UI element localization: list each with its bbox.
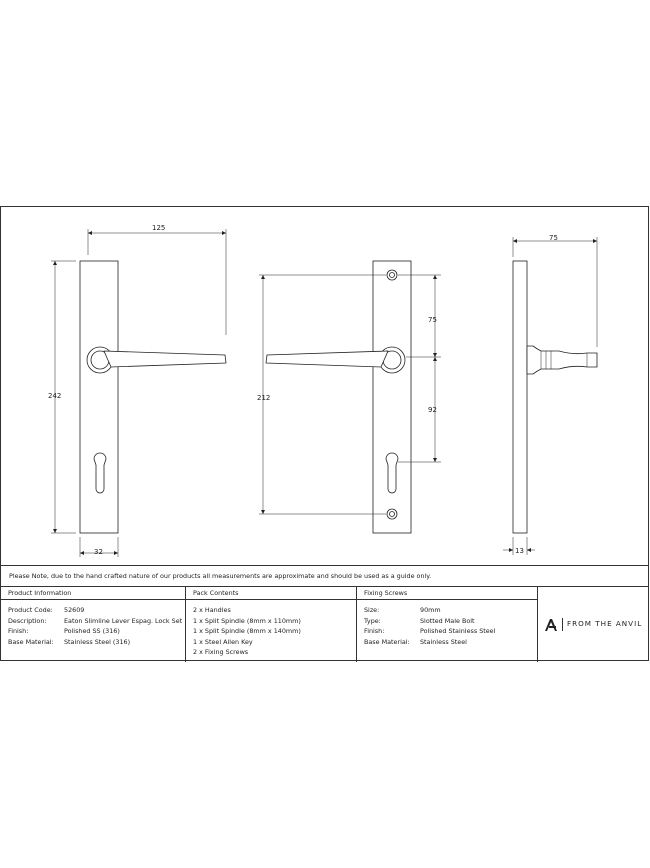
spec-row: Description: Eaton Slimline Lever Espag. Lock Set	[8, 616, 183, 625]
dim-side-projection: 75	[549, 234, 558, 242]
dim-back-top-spacing: 75	[428, 316, 437, 324]
dim-back-lower-spacing: 92	[428, 406, 437, 414]
front-view	[48, 224, 226, 557]
back-screw-bottom-inner	[390, 512, 395, 517]
spec-row: Product Code: 52609	[8, 606, 85, 614]
back-lever	[266, 351, 388, 367]
brand-name: FROM THE ANVIL	[567, 619, 643, 628]
fixing-screws-heading: Fixing Screws	[357, 587, 537, 600]
spec-row: Finish: Polished SS (316)	[8, 627, 120, 635]
spec-row: Base Material: Stainless Steel	[364, 637, 467, 646]
back-keyhole	[386, 453, 398, 493]
technical-drawing	[1, 207, 648, 565]
list-item: 1 x Steel Allen Key	[193, 637, 253, 646]
anvil-logo-icon	[544, 618, 558, 632]
dim-front-height: 242	[48, 392, 62, 400]
spec-row: Finish: Polished Stainless Steel	[364, 627, 496, 635]
side-view	[503, 234, 597, 555]
product-information-heading: Product Information	[1, 587, 185, 600]
list-item: 1 x Split Spindle (8mm x 110mm)	[193, 616, 301, 625]
front-keyhole	[94, 453, 106, 493]
pack-contents-column	[186, 587, 357, 662]
spec-row: Type: Slotted Male Bolt	[364, 616, 475, 625]
dim-front-plate-width: 32	[94, 548, 103, 556]
measurement-note: Please Note, due to the hand crafted nature of our products all measurements are approximate and should be used as a guide only.	[1, 565, 648, 586]
list-item: 2 x Handles	[193, 606, 231, 614]
front-lever	[104, 351, 226, 367]
fixing-screws-column	[357, 587, 538, 662]
technical-sheet	[0, 206, 649, 661]
back-screw-bottom-outer	[387, 509, 397, 519]
side-backplate	[513, 261, 527, 533]
spec-row: Base Material: Stainless Steel (316)	[8, 637, 131, 646]
spec-row: Size: 90mm	[364, 606, 441, 614]
dim-front-width: 125	[152, 224, 166, 232]
back-screw-top-outer	[387, 270, 397, 280]
list-item: 1 x Split Spindle (8mm x 140mm)	[193, 627, 301, 635]
brand-logo	[538, 587, 648, 662]
back-backplate	[373, 261, 411, 533]
spec-table	[1, 586, 648, 662]
front-backplate	[80, 261, 118, 533]
back-view	[257, 261, 441, 533]
logo-divider	[562, 618, 563, 631]
dim-side-depth: 13	[515, 547, 524, 555]
list-item: 2 x Fixing Screws	[193, 648, 249, 656]
side-lever-profile	[527, 346, 597, 374]
back-screw-top-inner	[390, 273, 395, 278]
dim-back-height: 212	[257, 394, 271, 402]
product-information-column	[1, 587, 186, 662]
pack-contents-heading: Pack Contents	[186, 587, 356, 600]
